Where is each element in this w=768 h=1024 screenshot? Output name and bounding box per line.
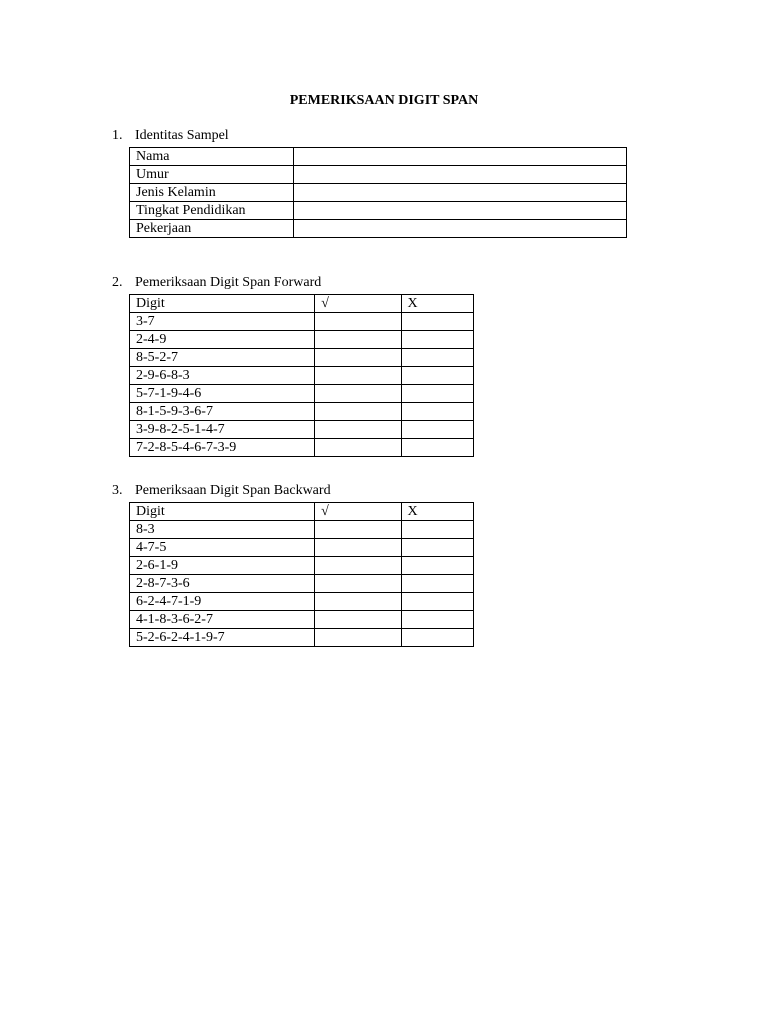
check-cell[interactable] [315, 439, 401, 457]
x-cell[interactable] [401, 313, 473, 331]
field-value-nama[interactable] [294, 148, 627, 166]
field-label-pekerjaan: Pekerjaan [130, 220, 294, 238]
digit-sequence: 2-8-7-3-6 [130, 575, 315, 593]
x-cell[interactable] [401, 557, 474, 575]
table-row [130, 166, 627, 184]
digit-sequence: 4-1-8-3-6-2-7 [130, 611, 315, 629]
backward-table [129, 502, 474, 647]
table-row [130, 331, 474, 349]
x-cell[interactable] [401, 421, 473, 439]
check-cell[interactable] [315, 367, 401, 385]
x-cell[interactable] [401, 539, 474, 557]
table-row [130, 557, 474, 575]
field-label-nama: Nama [130, 148, 294, 166]
check-cell[interactable] [315, 611, 401, 629]
table-row [130, 202, 627, 220]
check-cell[interactable] [315, 349, 401, 367]
table-row [130, 575, 474, 593]
section-title: Identitas Sampel [135, 128, 229, 143]
digit-sequence: 6-2-4-7-1-9 [130, 593, 315, 611]
check-cell[interactable] [315, 521, 401, 539]
digit-sequence: 7-2-8-5-4-6-7-3-9 [130, 439, 315, 457]
check-cell[interactable] [315, 575, 401, 593]
section-heading-identity [112, 127, 229, 144]
digit-sequence: 3-9-8-2-5-1-4-7 [130, 421, 315, 439]
field-label-umur: Umur [130, 166, 294, 184]
digit-sequence: 2-9-6-8-3 [130, 367, 315, 385]
forward-table [129, 294, 474, 457]
table-row [130, 421, 474, 439]
column-header-x: X [401, 295, 473, 313]
x-cell[interactable] [401, 403, 473, 421]
table-row [130, 539, 474, 557]
section-number: 2. [112, 275, 123, 290]
digit-sequence: 8-3 [130, 521, 315, 539]
table-row [130, 521, 474, 539]
column-header-check: √ [315, 503, 401, 521]
column-header-digit: Digit [130, 503, 315, 521]
field-value-pekerjaan[interactable] [294, 220, 627, 238]
identity-table [129, 147, 627, 238]
table-row [130, 385, 474, 403]
digit-sequence: 3-7 [130, 313, 315, 331]
x-cell[interactable] [401, 385, 473, 403]
section-title: Pemeriksaan Digit Span Backward [135, 483, 331, 498]
digit-sequence: 5-7-1-9-4-6 [130, 385, 315, 403]
x-cell[interactable] [401, 521, 474, 539]
check-cell[interactable] [315, 385, 401, 403]
check-cell[interactable] [315, 331, 401, 349]
x-cell[interactable] [401, 593, 474, 611]
check-cell[interactable] [315, 403, 401, 421]
check-cell[interactable] [315, 313, 401, 331]
page-title: PEMERIKSAAN DIGIT SPAN [289, 93, 479, 108]
check-cell[interactable] [315, 539, 401, 557]
column-header-check: √ [315, 295, 401, 313]
field-value-jenis-kelamin[interactable] [294, 184, 627, 202]
field-label-tingkat-pendidikan: Tingkat Pendidikan [130, 202, 294, 220]
digit-sequence: 8-1-5-9-3-6-7 [130, 403, 315, 421]
section-number: 3. [112, 483, 123, 498]
table-row [130, 220, 627, 238]
table-header-row [130, 503, 474, 521]
x-cell[interactable] [401, 367, 473, 385]
section-title: Pemeriksaan Digit Span Forward [135, 275, 322, 290]
column-header-x: X [401, 503, 474, 521]
table-row [130, 629, 474, 647]
section-heading-backward [112, 482, 331, 499]
x-cell[interactable] [401, 331, 473, 349]
field-label-jenis-kelamin: Jenis Kelamin [130, 184, 294, 202]
section-number: 1. [112, 128, 123, 143]
table-row [130, 349, 474, 367]
x-cell[interactable] [401, 349, 473, 367]
table-row [130, 148, 627, 166]
x-cell[interactable] [401, 439, 473, 457]
table-row [130, 611, 474, 629]
section-heading-forward [112, 274, 321, 291]
table-row [130, 403, 474, 421]
field-value-umur[interactable] [294, 166, 627, 184]
table-row [130, 313, 474, 331]
table-header-row [130, 295, 474, 313]
x-cell[interactable] [401, 575, 474, 593]
digit-sequence: 5-2-6-2-4-1-9-7 [130, 629, 315, 647]
column-header-digit: Digit [130, 295, 315, 313]
x-cell[interactable] [401, 629, 474, 647]
digit-sequence: 2-6-1-9 [130, 557, 315, 575]
table-row [130, 439, 474, 457]
check-cell[interactable] [315, 629, 401, 647]
table-row [130, 593, 474, 611]
x-cell[interactable] [401, 611, 474, 629]
table-row [130, 367, 474, 385]
check-cell[interactable] [315, 421, 401, 439]
field-value-tingkat-pendidikan[interactable] [294, 202, 627, 220]
digit-sequence: 2-4-9 [130, 331, 315, 349]
check-cell[interactable] [315, 593, 401, 611]
digit-sequence: 8-5-2-7 [130, 349, 315, 367]
digit-sequence: 4-7-5 [130, 539, 315, 557]
check-cell[interactable] [315, 557, 401, 575]
table-row [130, 184, 627, 202]
